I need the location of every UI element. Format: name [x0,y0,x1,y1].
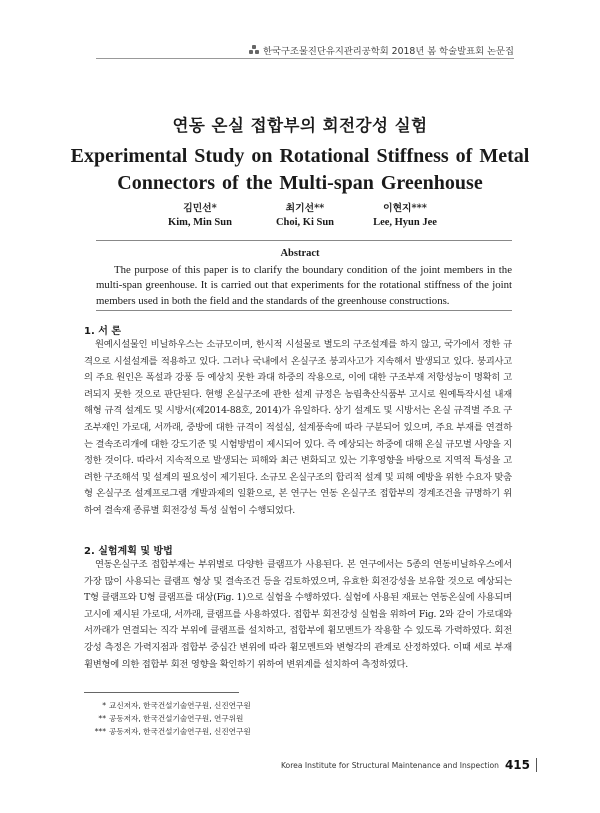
footer-divider [536,758,537,772]
header-rule [96,58,514,59]
abstract-heading: Abstract [280,248,320,259]
footnote-text: 공동저자, 한국건설기술연구원, 신진연구원 [109,727,251,736]
footnote-1 [84,700,251,711]
footnote-mark: ** [98,714,106,723]
footnote-text: 공동저자, 한국건설기술연구원, 연구위원 [109,714,244,723]
footnote-mark: *** [94,727,106,736]
author-name-english: Choi, Ki Sun [275,217,335,228]
author-name-english: Kim, Min Sun [168,217,232,228]
section-text-introduction: 원예시설물인 비닐하우스는 소규모이며, 한시적 시설물로 별도의 구조설계를 하지 않고, 국가에서 정한 규격으로 시설설계를 적용하고 있다. 그러나 국내에서 온실구조 붕괴사고가 지속해서 발생되고 있다. 붕괴사고의 주요 원인은 폭설과 강풍 등 예상치 못한 과대 하중의 작용으로, 이에 대한 구조부재 저항성능이 명확히 고려되지 못한 것으로 판단된다. 현행 온실구조에 관한 설계 규정은 농림축산식품부 고시로 원예특작시설 내재해형 규격 설계도 및 시방서(제2014-88호, 2014)가 유일하다. 상기 설계도 및 시방서는 온실 규격별 주요 구조부재인 가로대, 서까래, 중방에 대한 규격이 적설심, 설계풍속에 따라 구분되어 있으며, 주요 부재를 연결하는 결속조리개에 대한 강도기준 및 시험방법이 제시되어 있다. 즉 예상되는 하중에 대해 온실 규모별 사양을 지정한 것이다. 따라서 지속적으로 발생되는 피해와 최근 변화되고 있는 기후영향을 바탕으로 지역적 특성을 고려한 구조해석 및 설계의 필요성이 제기된다. 소규모 온실구조의 합리적 설계 및 피해 예방을 위한 수요자 맞춤형 온실구조 설계프로그램 개발과제의 일환으로, 본 연구는 연동 온실구조 접합부의 경계조건을 규명하기 위하여 결속재 종류별 회전강성 특성 실험이 수행되었다. [84,339,512,516]
author-list [160,202,450,232]
title-line-2: Connectors of the Multi-span Greenhouse [117,172,483,194]
author-name-korean: 최기선** [285,203,325,214]
author-1 [160,202,240,230]
author-name-english: Lee, Hyun Jee [373,217,437,228]
author-name-korean: 김민선* [183,203,217,214]
society-logo-icon [249,45,259,55]
title-line-1: Experimental Study on Rotational Stiffness of Metal [70,145,530,167]
section-heading-methods: 2. 실험계획 및 방법 [84,546,173,557]
abstract-top-rule [96,240,512,241]
paper-title-english [0,143,600,197]
section-heading-introduction: 1. 서 론 [84,326,122,337]
footnote-2 [84,713,243,724]
footnote-mark: * [102,701,106,710]
section-text-methods: 연동온실구조 접합부재는 부위별로 다양한 클램프가 사용된다. 본 연구에서는 5종의 연동비닐하우스에서 가장 많이 사용되는 클램프 형상 및 결속조건 등을 검토하였으며, 유효한 회전강성을 보유할 것으로 예상되는 T형 클램프와 U형 클램프를 대상(Fig. 1)으로 실험을 수행하였다. 실험에 사용된 재료는 연동온실에 사용되며 고시에 제시된 가로대, 서까래, 클램프를 사용하였다. 접합부 회전강성 실험을 위하여 Fig. 2와 같이 가로대와 서까래가 연결되는 직각 부위에 클램프를 설치하고, 접합부에 휨모멘트가 작용할 수 있도록 가력하였다. 회전강성 측정은 가력지점과 접합부 중심간 변위에 따라 휨모멘트와 변형각의 관계로 산정하였다. 이때 세로 부재 휨변형에 의한 접합부 회전 영향을 확인하기 위하여 변위계를 설치하여 측정하였다. [84,559,512,670]
page-footer [281,758,537,772]
footnote-text: 교신저자, 한국건설기술연구원, 신진연구원 [109,701,251,710]
author-2 [265,202,345,230]
page-number: 415 [504,758,530,772]
footer-organization: Korea Institute for Structural Maintenance and Inspection [280,760,499,770]
footnote-3 [84,726,251,737]
running-title: 한국구조물진단유지관리공학회 2018년 봄 학술발표회 논문집 [262,46,514,57]
footnote-rule [84,692,239,693]
paper-title-korean: 연동 온실 접합부의 회전강성 실험 [172,116,428,135]
running-header [249,43,514,57]
abstract-text: The purpose of this paper is to clarify the boundary condition of the joint members in the multi-span greenhouse. It is carried out that experiments for the rotational stiffness of the joint members used in both the field and the standards of the greenhouse constructions. [96,264,512,307]
abstract-bottom-rule [96,310,512,311]
author-3 [360,202,450,230]
author-name-korean: 이현지*** [383,203,427,214]
